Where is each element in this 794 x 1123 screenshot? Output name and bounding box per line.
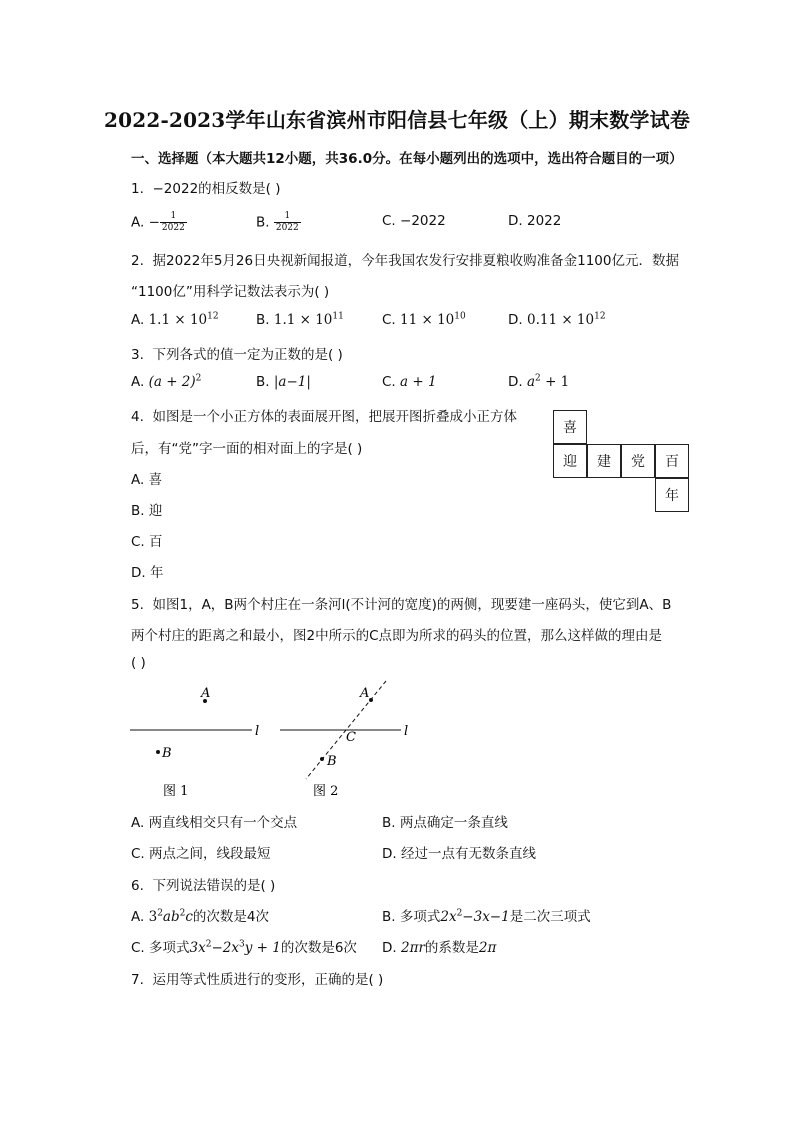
label-l-1: l — [255, 724, 260, 739]
question-stem: 如图是一个小正方体的表面展开图，把展开图折叠成小正方体 — [152, 409, 517, 425]
question-1 — [131, 177, 280, 197]
point-b-2 — [320, 757, 324, 761]
section-heading: 一、选择题（本大题共12小题，共36.0分。在每小题列出的选项中，选出符合题目的一项） — [131, 151, 683, 167]
label-a-1: A — [201, 686, 211, 701]
caption-figure-1: 图 1 — [163, 784, 189, 799]
question-number: 2. — [131, 253, 144, 269]
label-a-2: A — [360, 686, 370, 701]
caption-figure-2: 图 2 — [313, 784, 339, 799]
label-b-2: B — [327, 754, 337, 769]
q3-option-a: A. $(a + 2)^2$ — [131, 373, 202, 390]
q6-option-d: D. 2πr的系数是2π — [382, 940, 497, 956]
label-l-2: l — [404, 724, 409, 739]
point-a-2 — [369, 698, 373, 702]
net-cell: 建 — [587, 444, 621, 478]
point-b-1 — [156, 750, 160, 754]
q4-option-d: D. 年 — [131, 565, 164, 581]
q2-option-a: A. $1.1 \times 10^{12}$ — [131, 311, 219, 328]
q2-option-b: B. $1.1 \times 10^{11}$ — [256, 311, 344, 328]
question-3 — [131, 343, 343, 363]
q1-option-d: D. 2022 — [508, 213, 562, 229]
net-cell: 年 — [655, 478, 689, 512]
village-river-figure — [120, 675, 420, 805]
question-stem: 据2022年5月26日央视新闻报道，今年我国农发行安排夏粮收购准备金1100亿元．数据 — [152, 253, 679, 269]
question-stem: 如图1，A，B两个村庄在一条河l(不计河的宽度)的两侧，现要建一座码头，使它到A、B — [152, 597, 672, 613]
q5-option-c: C. 两点之间，线段最短 — [131, 846, 271, 862]
fraction: $\frac{1}{2022}$ — [161, 211, 185, 233]
question-number: 4. — [131, 409, 144, 425]
net-cell: 党 — [621, 444, 655, 478]
fraction: $\frac{1}{2022}$ — [275, 211, 299, 233]
q4-option-b: B. 迎 — [131, 503, 163, 519]
q5-option-a: A. 两直线相交只有一个交点 — [131, 815, 298, 831]
q1-option-c: C. −2022 — [382, 213, 446, 229]
q6-option-b: B. 多项式$2x^2-3x-1$是二次三项式 — [382, 908, 591, 925]
question-number: 7. — [131, 972, 144, 988]
question-stem: 下列各式的值一定为正数的是( ) — [152, 347, 343, 363]
question-5 — [131, 593, 671, 613]
net-cell: 百 — [655, 444, 689, 478]
question-6 — [131, 874, 275, 894]
q5-option-b: B. 两点确定一条直线 — [382, 815, 508, 831]
q1-option-b: B. $\frac{1}{2022}$ — [256, 211, 299, 233]
question-stem: 运用等式性质进行的变形，正确的是( ) — [152, 972, 384, 988]
question-7 — [131, 968, 383, 988]
q3-option-d: D. $a^2 + 1$ — [508, 373, 570, 390]
q1-option-a: A. − $\frac{1}{2022}$ — [131, 211, 185, 233]
net-cell: 喜 — [553, 410, 587, 444]
question-stem: 下列说法错误的是( ) — [152, 878, 276, 894]
q4-option-a: A. 喜 — [131, 472, 163, 488]
question-stem: −2022的相反数是( ) — [152, 181, 281, 197]
q6-option-a: A. $3^2ab^2c$的次数是4次 — [131, 908, 270, 925]
q3-option-c: C. a + 1 — [382, 374, 437, 390]
question-number: 6. — [131, 878, 144, 894]
label-b-1: B — [162, 746, 172, 761]
q2-option-c: C. $11 \times 10^{10}$ — [382, 311, 466, 328]
question-5-line2: 两个村庄的距离之和最小，图2中所示的C点即为所求的码头的位置，那么这样做的理由是 — [131, 628, 663, 644]
question-number: 5. — [131, 597, 144, 613]
page-title: 2022-2023学年山东省滨州市阳信县七年级（上）期末数学试卷 — [103, 108, 691, 132]
question-5-line3: ( ) — [131, 655, 146, 671]
net-cell: 迎 — [553, 444, 587, 478]
question-2 — [131, 249, 679, 269]
question-2-line2: “1100亿”用科学记数法表示为( ) — [131, 284, 330, 300]
q2-option-d: D. $0.11 \times 10^{12}$ — [508, 311, 606, 328]
question-number: 1. — [131, 181, 144, 197]
question-number: 3. — [131, 347, 144, 363]
question-4 — [131, 405, 517, 425]
q5-option-d: D. 经过一点有无数条直线 — [382, 846, 536, 862]
q6-option-c: C. 多项式$3x^2-2x^3y + 1$的次数是6次 — [131, 939, 357, 956]
q4-option-c: C. 百 — [131, 534, 163, 550]
label-c: C — [346, 730, 356, 745]
q3-option-b: B. |a−1| — [256, 374, 311, 390]
question-4-line2: 后，有“党”字一面的相对面上的字是( ) — [131, 441, 363, 457]
